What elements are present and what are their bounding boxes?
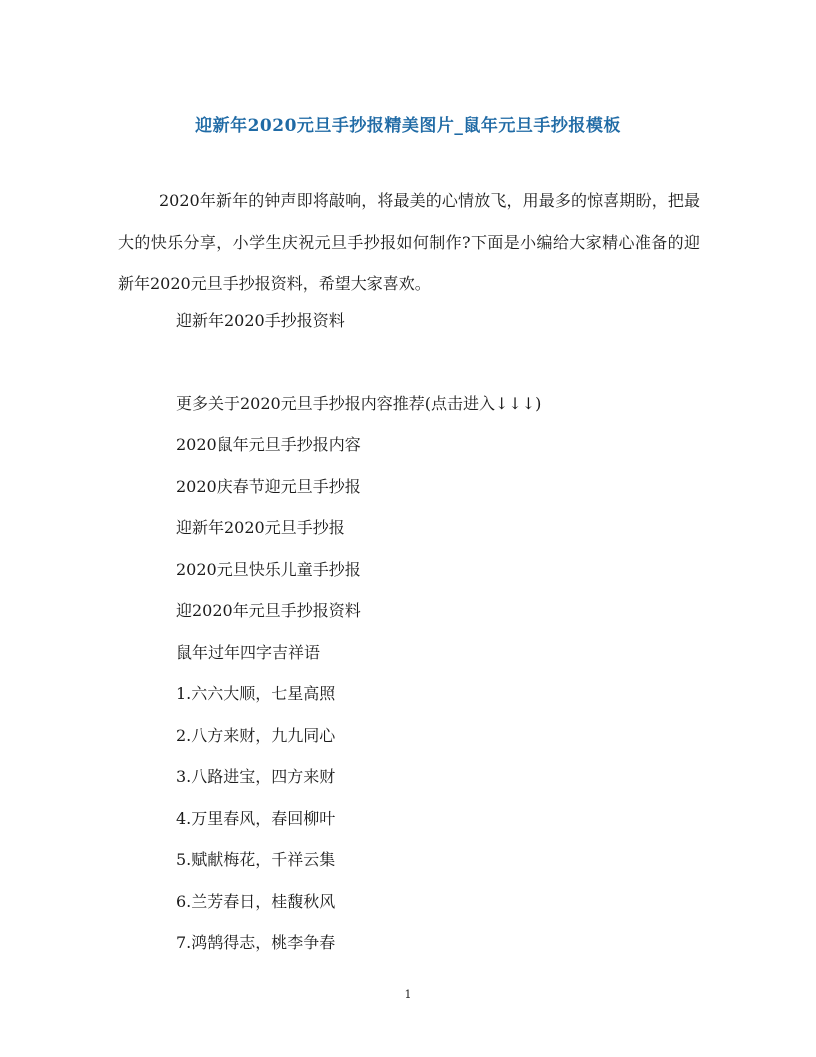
list-item: 2.八方来财，九九同心 xyxy=(176,726,336,745)
list-item: 1.六六大顺，七星高照 xyxy=(176,684,336,703)
page-number: 1 xyxy=(404,988,412,1001)
list-item: 7.鸿鹄得志，桃李争春 xyxy=(176,933,336,952)
list-item: 5.赋献梅花，千祥云集 xyxy=(176,850,336,869)
resource-heading: 迎新年2020手抄报资料 xyxy=(176,311,345,330)
section-heading: 鼠年过年四字吉祥语 xyxy=(176,643,321,662)
list-item: 4.万里春风，春回柳叶 xyxy=(176,809,336,828)
intro-paragraph: 2020年新年的钟声即将敲响，将最美的心情放飞，用最多的惊喜期盼，把最大的快乐分享，小学生庆祝元旦手抄报如何制作?下面是小编给大家精心准备的迎新年2020元旦手抄报资料，希望大家喜欢。 xyxy=(118,191,700,293)
recommend-link[interactable]: 2020鼠年元旦手抄报内容 xyxy=(176,435,361,454)
recommend-link[interactable]: 迎2020年元旦手抄报资料 xyxy=(176,601,361,620)
recommend-heading: 更多关于2020元旦手抄报内容推荐(点击进入↓↓↓) xyxy=(176,394,542,413)
recommend-link[interactable]: 2020庆春节迎元旦手抄报 xyxy=(176,477,361,496)
recommend-link[interactable]: 2020元旦快乐儿童手抄报 xyxy=(176,560,361,579)
recommend-link[interactable]: 迎新年2020元旦手抄报 xyxy=(176,518,345,537)
list-item: 6.兰芳春日，桂馥秋风 xyxy=(176,892,336,911)
list-item: 3.八路进宝，四方来财 xyxy=(176,767,336,786)
document-title: 迎新年2020元旦手抄报精美图片_鼠年元旦手抄报模板 xyxy=(195,116,621,136)
